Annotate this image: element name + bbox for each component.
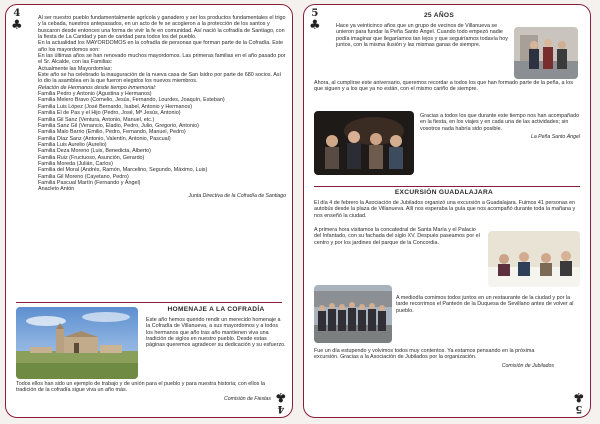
- family-entry: Familia Pedro y Antonio (Agustina y Hermanos): [38, 91, 152, 98]
- signature: Junta Directiva de la Cofradía de Santiago: [188, 192, 286, 199]
- group-excursion-photo: [314, 285, 392, 343]
- article-text: [336, 23, 512, 48]
- excursion-paragraph: A mediodía comimos todos juntos en un restaurante de la ciudad y por la tarde recorrimos el Panteón de la Duquesa de Sevillano antes de volver al pueblo.: [396, 295, 574, 314]
- club-suit-icon: ♣: [275, 389, 287, 404]
- article-paragraph: Gracias a todos los que durante este tiempo nos han acompañado en la fiesta, en los viajes y en cada una de las actividades; sin vosotros nada habría sido posible.: [420, 113, 580, 132]
- bottom-right-card-corner: [573, 390, 585, 413]
- club-suit-icon: ♣: [11, 18, 23, 33]
- family-entry: Familia Luis López (José Bernardo, Isabel, Antonio y Hermanos): [38, 103, 193, 110]
- homage-text-continued: [16, 381, 271, 402]
- section-divider: [16, 302, 282, 303]
- left-page: [5, 4, 293, 418]
- excursion-paragraph: A primera hora visitamos la concatedral de Santa María y el Palacio del Infantado, con su fachada del siglo XV. Después paseamos por el centro y por los jardines del parque de la Concordia.: [314, 227, 480, 246]
- card-rank: 4: [13, 8, 21, 19]
- excursion-text-continued: [314, 227, 484, 246]
- signature: La Peña Santo Ángel: [530, 134, 580, 141]
- family-entry: Familia Gil Sanz (Ventura, Antonio, Manuel, etc.): [38, 116, 155, 123]
- family-entry: Familia Deza Moreno (Luis, Benedicta, Alberto): [38, 148, 151, 155]
- excursion-text: [314, 200, 580, 219]
- excursion-paragraph: El día 4 de febrero la Asociación de Jubilados organizó una excursión a Guadalajara. Fuimos 41 personas en autobús desde la plaza de Villanueva. Allí nos esperaba la guía que nos acompañó durante toda la mañana y nos enseñó la ciudad.: [314, 200, 576, 219]
- intro-paragraph: Este año se ha celebrado la inauguración de la nueva casa de San Isidro por parte de 680 socios. Así lo dio la asamblea en la que fueron elegidos los nuevos miembros.: [38, 72, 282, 85]
- card-rank: 5: [575, 403, 583, 414]
- family-entry: Anacleto Antón: [38, 186, 75, 193]
- intro-paragraph: Actualmente las Mayordomías:: [38, 65, 113, 72]
- cofradia-text: [38, 15, 286, 199]
- family-entry: Familia El de Pas y el Hijo (Pedro, José, Mª Jesús, Antonio): [38, 110, 181, 117]
- top-left-card-corner: [11, 9, 23, 32]
- family-entry: Familia Gil Moreno (Cayetano, Pedro): [38, 173, 129, 180]
- card-rank: 4: [277, 403, 285, 414]
- intro-paragraph: Al ser nuestro pueblo fundamentalmente agrícola y ganadero y ser los productos fundamentales el trigo y la cebada, nuestros antepasados, en un acto de fe se acogieron a la protección de los santos y buscaron desde entonces una forma de vivir la fe en comunidad. Así nació la cofradía de Santiago, con la fiesta de La Caridad y pan de caridad para todos los del pueblo.: [38, 15, 286, 41]
- top-left-card-corner: [309, 9, 321, 32]
- family-entry: Familia Sanz Gil (Venancio, Eladio, Pedro, Julio, Gregorio, Antonio): [38, 122, 199, 129]
- excursion-text-side: [396, 295, 580, 314]
- intro-paragraph: En la actualidad los MAYORDOMOS en la cofradía de personas que forman parte de la Cofradía. Este año los mayordomos son:: [38, 40, 284, 53]
- homage-paragraph: Todos ellos han sido un ejemplo de trabajo y de unión para el pueblo y para nuestra historia; con ellos la tradición de la cofradía sigue viva un año más.: [16, 381, 266, 394]
- section-divider: [314, 186, 580, 187]
- right-page: [303, 4, 591, 418]
- family-entry: Familia Luis Aurelio (Aurelio): [38, 141, 107, 148]
- bottom-right-card-corner: [275, 390, 287, 413]
- article-title: EXCURSIÓN GUADALAJARA: [394, 189, 494, 196]
- article-paragraph: Ahora, al cumplirse este aniversario, queremos recordar a todos los que han formado parte de la peña, a los que siguen y a los que ya no están, con el mismo cariño de siempre.: [314, 80, 573, 93]
- excursion-text-end: [314, 348, 554, 369]
- club-suit-icon: ♣: [309, 18, 321, 33]
- homage-title: HOMENAJE A LA COFRADÍA: [167, 306, 265, 313]
- club-suit-icon: ♣: [573, 389, 585, 404]
- family-entry: Familia Moreda (Julián, Carlos): [38, 160, 113, 167]
- excursion-paragraph: Fue un día estupendo y volvimos todos muy contentos. Ya estamos pensando en la próxima excursión. Gracias a la Asociación de Jubilados por la organización.: [314, 348, 535, 361]
- article-text-side: [420, 113, 580, 140]
- families-list: [38, 91, 286, 193]
- section-label: Relación de Hermanos desde tiempo inmemorial:: [38, 84, 157, 91]
- party-photo: [314, 111, 414, 175]
- family-entry: Familia Díaz Sanz (Antonio, Valentín, Antonio, Pascual): [38, 135, 171, 142]
- intro-paragraph: En las últimas años se han renovado muchos mayordomos. Las primeras familias en el año pasado por el Sr. Alcalde, con las Familias:: [38, 53, 286, 66]
- article-title: 25 AÑOS: [423, 12, 455, 19]
- article-text-continued: [314, 80, 580, 93]
- family-entry: Familia Ruiz (Fructuoso, Asunción, Gerardo): [38, 154, 145, 161]
- group-photo: [514, 27, 578, 79]
- article-paragraph: Hace ya veinticinco años que un grupo de vecinos de Villanueva se unieron para fundar la Peña Santo Ángel. Cuando todo empezó nadie podía imaginar que llegaríamos tan lejos y que seguiríamos todavía hoy juntos, con la misma ilusión y las mismas ganas de siempre.: [336, 23, 509, 49]
- homage-text: [146, 317, 286, 349]
- signature: Comisión de Jubilados: [501, 362, 554, 369]
- homage-paragraph: Este año hemos querido rendir un merecido homenaje a la Cofradía de Villanueva, a sus mayordomos y a todos los hermanos que año tras año mantienen viva una tradición de siglos en nuestro pueblo. Desde estas páginas queremos agradecer su dedicación y su esfuerzo.: [146, 317, 286, 349]
- village-church-photo: [16, 307, 138, 379]
- family-entry: Familia Melero Bravo (Cornelio, Jesús, Fernando, Lourdes, Joaquín, Esteban): [38, 97, 225, 104]
- card-rank: 5: [311, 8, 319, 19]
- signature: Comisión de Fiestas: [224, 395, 271, 402]
- lunch-photo: [488, 231, 580, 287]
- family-entry: Familia Malo Barrio (Emilio, Pedro, Fernando, Manuel, Pedro): [38, 129, 186, 136]
- family-entry: Familia del Moral (Andrés, Ramón, Marcelino, Segundo, Máximo, Luis): [38, 167, 208, 174]
- family-entry: Familia Pascual Martín (Fernando y Ángel): [38, 179, 141, 186]
